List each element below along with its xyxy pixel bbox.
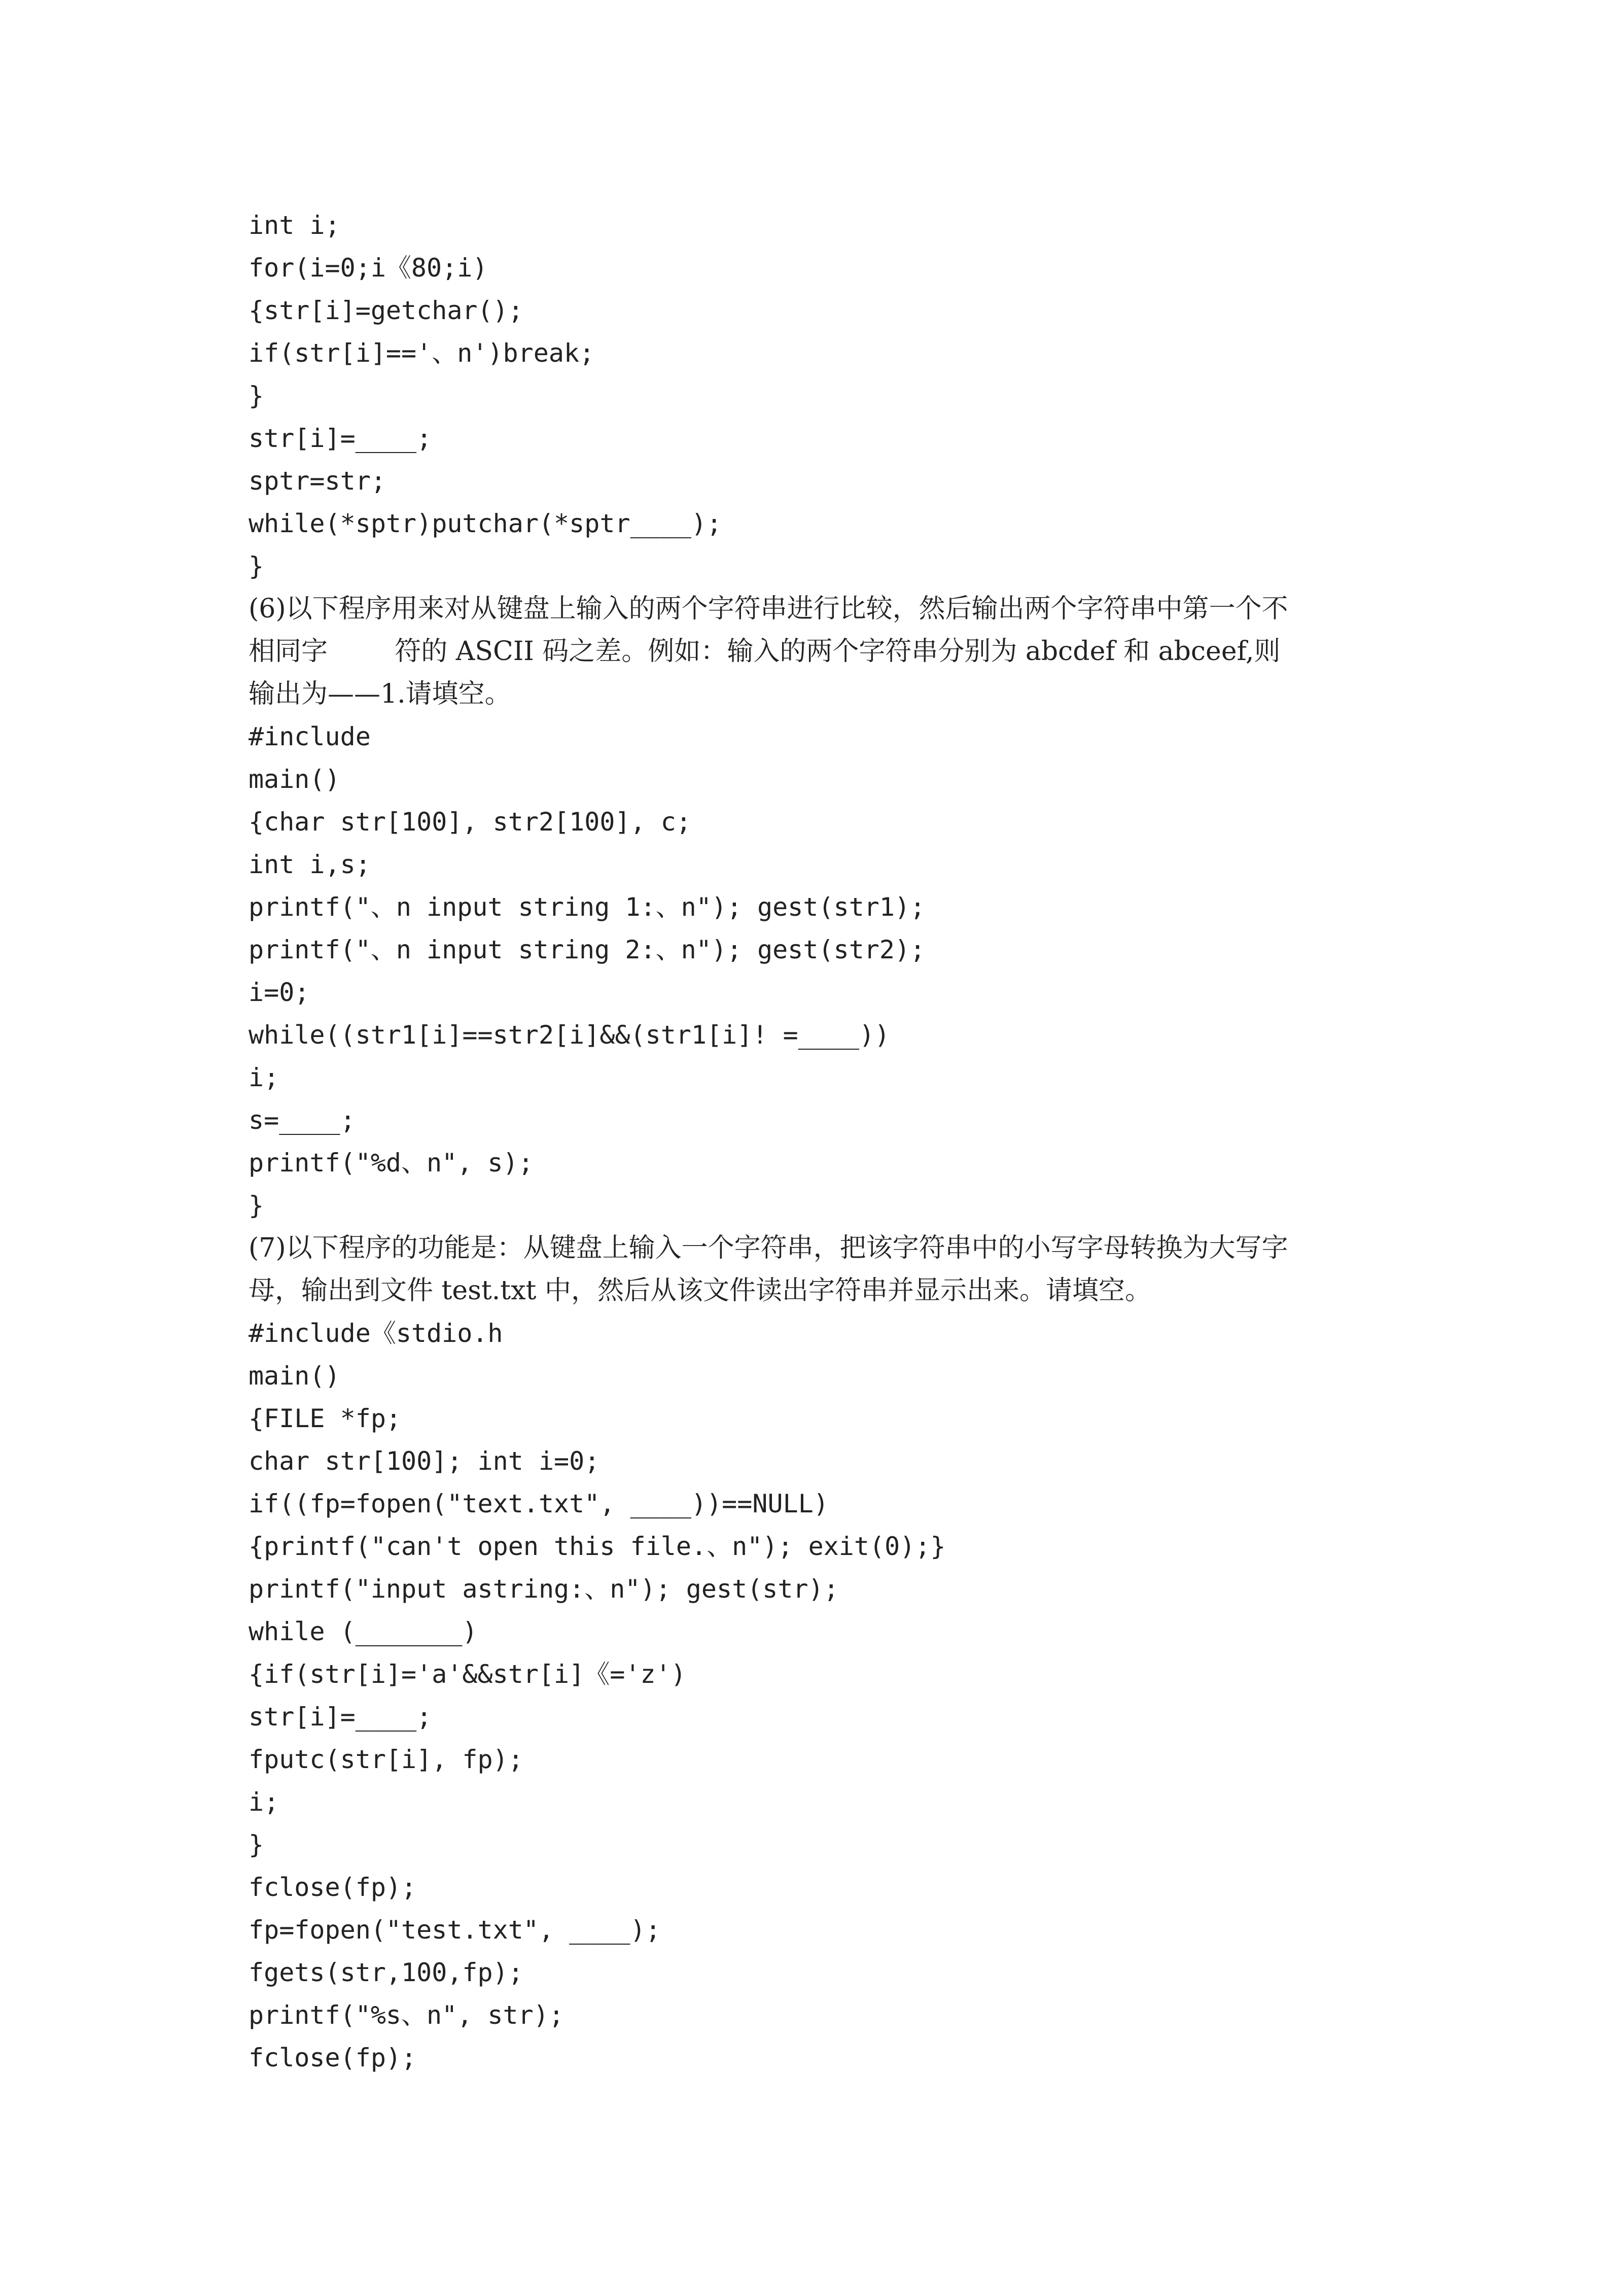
question-text-line: (6)以下程序用来对从键盘上输入的两个字符串进行比较，然后输出两个字符串中第一个不 xyxy=(249,594,1288,624)
code-line: printf("、n input string 1:、n"); gest(str1); xyxy=(249,892,926,922)
code-line: for(i=0;i《80;i) xyxy=(249,253,488,283)
code-line: fgets(str,100,fp); xyxy=(249,1958,523,1987)
code-line: int i; xyxy=(249,211,340,240)
code-line: } xyxy=(249,1191,264,1220)
code-line: fputc(str[i], fp); xyxy=(249,1745,523,1774)
code-line: main() xyxy=(249,765,340,794)
code-line: s=____; xyxy=(249,1105,356,1135)
code-line: while((str1[i]==str2[i]&&(str1[i]! =____)) xyxy=(249,1020,890,1050)
code-line: {if(str[i]='a'&&str[i]《='z') xyxy=(249,1659,686,1689)
code-line: i=0; xyxy=(249,978,310,1007)
question-text-line: (7)以下程序的功能是：从键盘上输入一个字符串，把该字符串中的小写字母转换为大写字 xyxy=(249,1233,1288,1263)
code-line: while(*sptr)putchar(*sptr____); xyxy=(249,509,722,538)
code-line: str[i]=____; xyxy=(249,424,432,453)
code-line: i; xyxy=(249,1787,279,1817)
code-line: #include xyxy=(249,722,371,751)
code-line: fclose(fp); xyxy=(249,2043,417,2072)
code-line: #include《stdio.h xyxy=(249,1319,503,1348)
code-line: } xyxy=(249,551,264,581)
question-text-line: 输出为——1.请填空。 xyxy=(249,679,511,709)
document-body xyxy=(249,204,1390,2079)
code-line: int i,s; xyxy=(249,850,371,879)
code-line: {FILE *fp; xyxy=(249,1404,402,1433)
question-text-line: 母，输出到文件 test.txt 中，然后从该文件读出字符串并显示出来。请填空。 xyxy=(249,1275,1151,1306)
code-line: } xyxy=(249,381,264,410)
code-line: fp=fopen("test.txt", ____); xyxy=(249,1915,661,1945)
code-line: if((fp=fopen("text.txt", ____))==NULL) xyxy=(249,1489,829,1518)
code-line: sptr=str; xyxy=(249,466,386,496)
code-line: {char str[100], str2[100], c; xyxy=(249,807,691,837)
code-line: main() xyxy=(249,1361,340,1391)
code-line: printf("input astring:、n"); gest(str); xyxy=(249,1574,839,1604)
code-line: } xyxy=(249,1830,264,1859)
code-line: {str[i]=getchar(); xyxy=(249,296,523,325)
code-line: while (_______) xyxy=(249,1617,478,1646)
code-line: printf("%s、n", str); xyxy=(249,2000,564,2030)
question-text-line: 相同字 符的 ASCII 码之差。例如：输入的两个字符串分别为 abcdef 和 abceef,则 xyxy=(249,636,1281,667)
code-line: fclose(fp); xyxy=(249,1873,417,1902)
code-line: str[i]=____; xyxy=(249,1702,432,1732)
code-line: {printf("can't open this file.、n"); exit(0);} xyxy=(249,1532,946,1561)
code-line: i; xyxy=(249,1063,279,1092)
code-line: printf("、n input string 2:、n"); gest(str2); xyxy=(249,935,926,964)
code-line: char str[100]; int i=0; xyxy=(249,1446,600,1476)
code-line: printf("%d、n", s); xyxy=(249,1148,534,1178)
code-line: if(str[i]=='、n')break; xyxy=(249,338,595,368)
